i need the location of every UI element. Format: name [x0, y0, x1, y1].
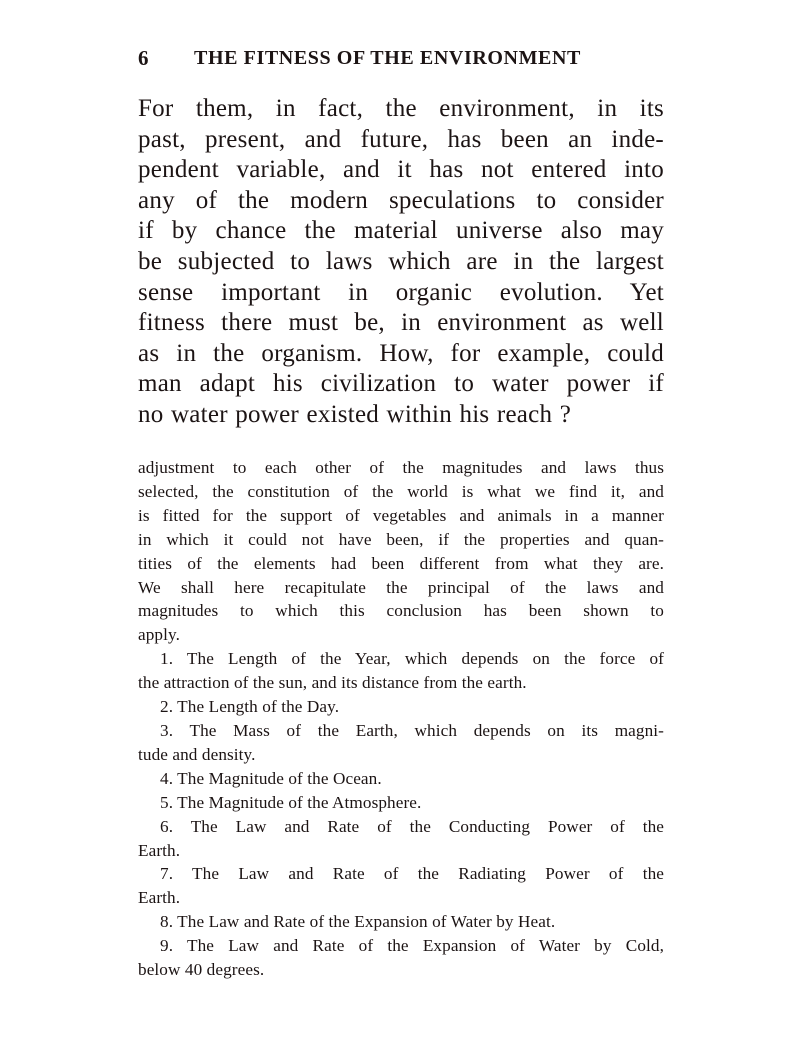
list-item: 3. The Mass of the Earth, which depends on its magni- — [160, 720, 664, 740]
list-item: 2. The Length of the Day. — [160, 697, 340, 717]
body-line: For them, in fact, the environment, in its — [138, 95, 664, 122]
body-line: be subjected to laws which are in the largest — [138, 247, 664, 275]
list-item-continuation: Earth. — [138, 888, 181, 908]
list-item: 4. The Magnitude of the Ocean. — [160, 768, 382, 788]
list-item-continuation: Earth. — [138, 840, 181, 860]
quote-line: selected, the constitution of the world is what we find it, and — [138, 481, 664, 501]
body-line: any of the modern speculations to consider — [138, 186, 664, 214]
page-number: 6 — [138, 46, 150, 70]
quote-line: apply. — [138, 625, 180, 645]
body-line: past, present, and future, has been an inde- — [138, 125, 664, 153]
body-line: man adapt his civilization to water power if — [138, 370, 664, 398]
body-line: as in the organism. How, for example, could — [138, 339, 664, 367]
quote-line: in which it could not have been, if the properties and quan- — [138, 529, 664, 549]
list-item-continuation: below 40 degrees. — [138, 960, 265, 980]
list-item-continuation: the attraction of the sun, and its distance from the earth. — [138, 673, 527, 693]
list-item-continuation: tude and density. — [138, 744, 256, 764]
quote-line: magnitudes to which this conclusion has been shown to — [138, 601, 664, 621]
body-line: if by chance the material universe also may — [138, 217, 664, 245]
quote-line: We shall here recapitulate the principal of the laws and — [138, 577, 664, 597]
list-item: 8. The Law and Rate of the Expansion of Water by Heat. — [160, 912, 556, 932]
body-line: no water power existed within his reach ? — [138, 400, 572, 428]
main-paragraph — [138, 94, 664, 431]
list-item: 5. The Magnitude of the Atmosphere. — [160, 792, 422, 812]
quoted-passage — [138, 456, 664, 982]
quote-line: is fitted for the support of vegetables and animals in a manner — [138, 505, 664, 525]
quote-line: tities of the elements had been different from what they are. — [138, 553, 664, 573]
body-line: pendent variable, and it has not entered into — [138, 156, 664, 184]
running-head — [138, 46, 668, 76]
running-title: THE FITNESS OF THE ENVIRONMENT — [194, 47, 581, 69]
body-line: sense important in organic evolution. Yet — [138, 278, 664, 306]
list-item: 6. The Law and Rate of the Conducting Power of the — [160, 816, 664, 836]
list-item: 9. The Law and Rate of the Expansion of Water by Cold, — [160, 936, 664, 956]
list-item: 7. The Law and Rate of the Radiating Power of the — [160, 864, 664, 884]
body-line: fitness there must be, in environment as well — [138, 309, 664, 337]
list-item: 1. The Length of the Year, which depends on the force of — [160, 649, 664, 669]
quote-line: adjustment to each other of the magnitudes and laws thus — [138, 458, 664, 477]
